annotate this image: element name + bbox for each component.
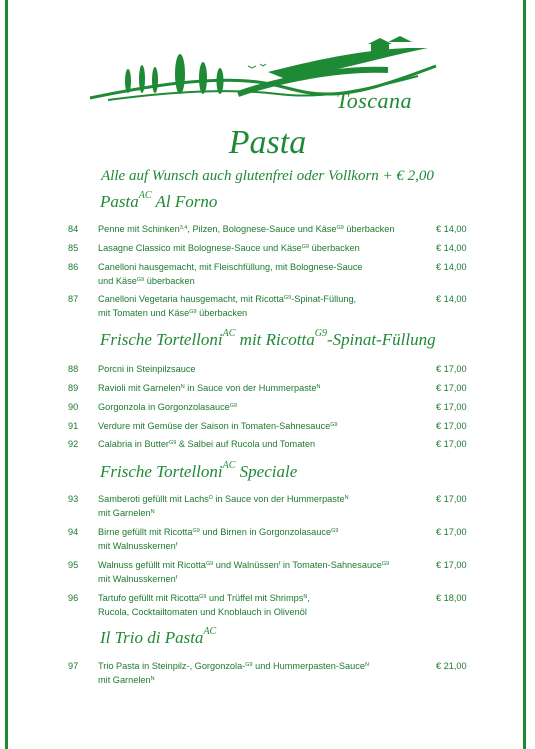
item-price: € 17,00 (436, 421, 467, 431)
item-description: Ravioli mit Garnelen$^N$ in Sauce von der Hummerpaste$^N$ (98, 383, 321, 393)
item-number: 91 (68, 421, 79, 431)
item-price: € 18,00 (436, 593, 467, 603)
item-description: Penne mit Schinken$^{3,4}$, Pilzen, Bolognese-Sauce und Käse$^{G9}$ überbacken (98, 224, 395, 234)
page-title: Pasta (228, 124, 307, 161)
item-number: 93 (68, 494, 79, 504)
item-price: € 17,00 (436, 402, 467, 412)
item-price: € 17,00 (436, 560, 467, 570)
item-description: Verdure mit Gemüse der Saison in Tomaten-Sahnesauce$^{G9}$ (98, 421, 338, 431)
item-price: € 14,00 (436, 224, 467, 234)
item-description: Trio Pasta in Steinpilz-, Gorgonzola-$^{G9}$ und Hummerpasten-Sauce$^N$ mit Garnelen$^N$ (98, 661, 369, 685)
item-number: 97 (68, 661, 79, 671)
item-price: € 21,00 (436, 661, 467, 671)
item-number: 87 (68, 294, 79, 304)
item-price: € 17,00 (436, 383, 467, 393)
item-price: € 17,00 (436, 439, 467, 449)
item-price: € 17,00 (436, 364, 467, 374)
item-description: Lasagne Classico mit Bolognese-Sauce und Käse$^{G9}$ überbacken (98, 243, 360, 253)
item-description: Walnuss gefüllt mit Ricotta$^{G9}$ und Walnüssen$^f$ in Tomaten-Sahnesauce$^{G9}$ mit Walnusskernen$^f$ (98, 560, 390, 584)
subtitle: Alle auf Wunsch auch glutenfrei oder Vollkorn + € 2,00 (101, 168, 434, 184)
item-number: 86 (68, 262, 79, 272)
item-price: € 14,00 (436, 294, 467, 304)
item-price: € 17,00 (436, 494, 467, 504)
item-price: € 14,00 (436, 262, 467, 272)
item-number: 95 (68, 560, 79, 570)
item-description: Birne gefüllt mit Ricotta$^{G9}$ und Birnen in Gorgonzolasauce$^{G9}$ mit Walnusskernen$^f$ (98, 527, 339, 551)
item-price: € 17,00 (436, 527, 467, 537)
item-number: 96 (68, 593, 79, 603)
item-number: 94 (68, 527, 79, 537)
item-description: Gorgonzola in Gorgonzolasauce$^{G9}$ (98, 402, 238, 412)
item-number: 89 (68, 383, 79, 393)
item-description: Calabria in Butter$^{G9}$ & Salbei auf Rucola und Tomaten (98, 439, 316, 449)
item-number: 85 (68, 243, 79, 253)
section-tortelloni-speciale: Frische Tortelloni$^{AC}$ Speciale (100, 460, 298, 481)
item-number: 90 (68, 402, 79, 412)
section-tortelloni-ricotta: Frische Tortelloni$^{AC}$ mit Ricotta$^{G9}$-Spinat-Füllung (100, 328, 436, 349)
section-al-forno: Pasta$^{AC}$ Al Forno (100, 190, 218, 211)
item-description: Porcni in Steinpilzsauce (98, 364, 196, 374)
brand-name: Toscana (336, 88, 413, 113)
item-number: 88 (68, 364, 79, 374)
section-trio: Il Trio di Pasta$^{AC}$ (100, 626, 217, 647)
item-description: Canelloni hausgemacht, mit Fleischfüllung, mit Bolognese-Sauce und Käse$^{G9}$ überbacken (98, 262, 363, 286)
item-number: 92 (68, 439, 79, 449)
item-number: 84 (68, 224, 79, 234)
item-description: Samberoti gefüllt mit Lachs$^D$ in Sauce von der Hummerpaste$^N$ mit Garnelen$^N$ (98, 494, 349, 518)
item-description: Canelloni Vegetaria hausgemacht, mit Ricotta$^{G9}$-Spinat-Füllung, mit Tomaten und Käse$^{G9}$ überbacken (98, 294, 357, 318)
item-description: Tartufo gefüllt mit Ricotta$^{G9}$ und Trüffel mit Shrimps$^N$, Rucola, Cocktailtomaten und Knoblauch in Olivenöl (98, 593, 310, 617)
item-price: € 14,00 (436, 243, 467, 253)
